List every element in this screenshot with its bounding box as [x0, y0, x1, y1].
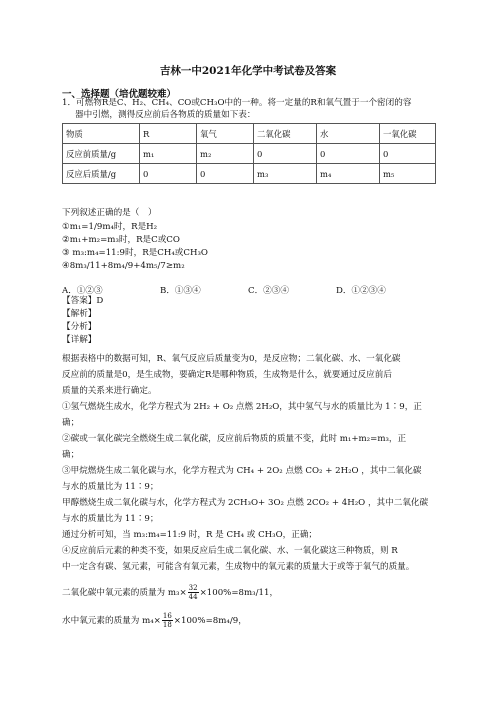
fraction [188, 584, 199, 601]
explanation-line: ②碳或一氧化碳完全燃烧生成二氧化碳，反应前后物质的质量不变，此时 m₁+m₂=m₃，正 [62, 434, 407, 444]
detail-label: 【详解】 [62, 335, 97, 345]
statement-2: ②m₁+m₂=m₃时，R是C或CO [62, 235, 180, 245]
table-header-cell: 一氧化碳 [380, 124, 436, 144]
explanation-line: 与水的质量比为 11∶9； [62, 482, 159, 492]
table-cell: 0 [317, 144, 380, 164]
formula-line-water [62, 612, 438, 629]
answer-label: 【答案】D [62, 296, 104, 306]
table-cell: 0 [140, 164, 197, 184]
explanation-line: 反应前的质量是0，是生成物，要确定R是哪种物质，生成物是什么，就要通过反应前后 [62, 370, 392, 380]
statement-4: ④8m₃/11+8m₄/9+4m₅/7≥m₂ [62, 261, 185, 271]
table-cell: 0 [254, 144, 317, 164]
table-row [63, 164, 436, 184]
option-d[interactable]: D．①②③④ [336, 286, 386, 296]
table-header-cell: 水 [317, 124, 380, 144]
option-c[interactable]: C．②③④ [248, 286, 289, 296]
fraction-denominator: 18 [162, 621, 172, 629]
table-header-row [63, 124, 436, 144]
explanation-line: 与水的质量比为 11∶9； [62, 514, 159, 524]
section-heading: 一、选择题（培优题较难） [62, 89, 177, 100]
explanation-line: 确； [62, 418, 80, 428]
fraction [162, 612, 173, 629]
explanation-line: 质量的关系来进行确定。 [62, 386, 157, 396]
table-header-cell: 氧气 [197, 124, 254, 144]
table-header-cell: 二氧化碳 [254, 124, 317, 144]
table-header-cell: 物质 [63, 124, 140, 144]
fraction-numerator: 16 [162, 612, 172, 620]
formula-text: 二氧化碳中氧元素的质量为 m₃× [62, 588, 187, 598]
breakdown-label: 【分析】 [62, 322, 97, 332]
option-b[interactable]: B．①③④ [160, 286, 201, 296]
statement-3: ③ m₃:m₄=11:9时，R是CH₄或CH₃O [62, 248, 208, 258]
table-cell: 反应前质量/g [63, 144, 140, 164]
option-a[interactable]: A．①②③ [62, 286, 103, 296]
table-row [63, 144, 436, 164]
explanation-line: ④反应前后元素的种类不变，如果反应后生成二氧化碳、水、一氧化碳这三种物质，则 R [62, 546, 398, 556]
table-cell: 0 [380, 144, 436, 164]
fraction-denominator: 44 [188, 593, 198, 601]
question-text-line1: 1．可燃物R是C、H₂、CH₄、CO或CH₃O中的一种。将一定量的R和氧气置于一个密闭的容 [62, 98, 412, 108]
table-cell: m₁ [140, 144, 197, 164]
explanation-line: 通过分析可知，当 m₃:m₄=11:9 时，R 是 CH₄ 或 CH₃O，正确； [62, 530, 318, 540]
explanation-line: 根据表格中的数据可知，R、氧气反应后质量变为0，是反应物；二氧化碳、水、一氧化碳 [62, 354, 401, 364]
document-title: 吉林一中2021年化学中考试卷及答案 [159, 65, 337, 77]
explanation-line: ③甲烷燃烧生成二氧化碳与水，化学方程式为 CH₄ + 2O₂ 点燃 CO₂ + 2H₂O ，其中二氧化碳 [62, 466, 422, 476]
explanation-line: 确； [62, 450, 80, 460]
question-stem: 下列叙述正确的是（ ） [62, 208, 157, 218]
table-cell: m₃ [254, 164, 317, 184]
table-cell: m₅ [380, 164, 436, 184]
formula-line-co2 [62, 584, 438, 601]
table-cell: 反应后质量/g [63, 164, 140, 184]
table-cell: m₂ [197, 144, 254, 164]
formula-text: ×100%=8m₄/9， [173, 616, 247, 626]
explanation-line: ①氢气燃烧生成水，化学方程式为 2H₂ + O₂ 点燃 2H₂O，其中氢气与水的质量比为 1∶9，正 [62, 402, 422, 412]
question-text-line2: 器中引燃，测得反应前后各物质的质量如下表： [75, 110, 256, 120]
mass-table [62, 123, 436, 184]
formula-text: ×100%=8m₃/11， [199, 588, 279, 598]
analysis-label: 【解析】 [62, 309, 97, 319]
statement-1: ①m₁=1/9m₄时，R是H₂ [62, 222, 158, 232]
formula-text: 水中氧元素的质量为 m₄× [62, 616, 161, 626]
table-cell: m₄ [317, 164, 380, 184]
table-cell: 0 [197, 164, 254, 184]
fraction-numerator: 32 [188, 584, 198, 592]
table-header-cell: R [140, 124, 197, 144]
explanation-line: 甲醇燃烧生成二氧化碳与水，化学方程式为 2CH₃O+ 3O₂ 点燃 2CO₂ + 4H₂O ，其中二氧化碳 [62, 498, 429, 508]
explanation-line: 中一定含有碳、氢元素，可能含有氧元素，生成物中的氧元素的质量大于或等于氧气的质量。 [62, 562, 415, 572]
